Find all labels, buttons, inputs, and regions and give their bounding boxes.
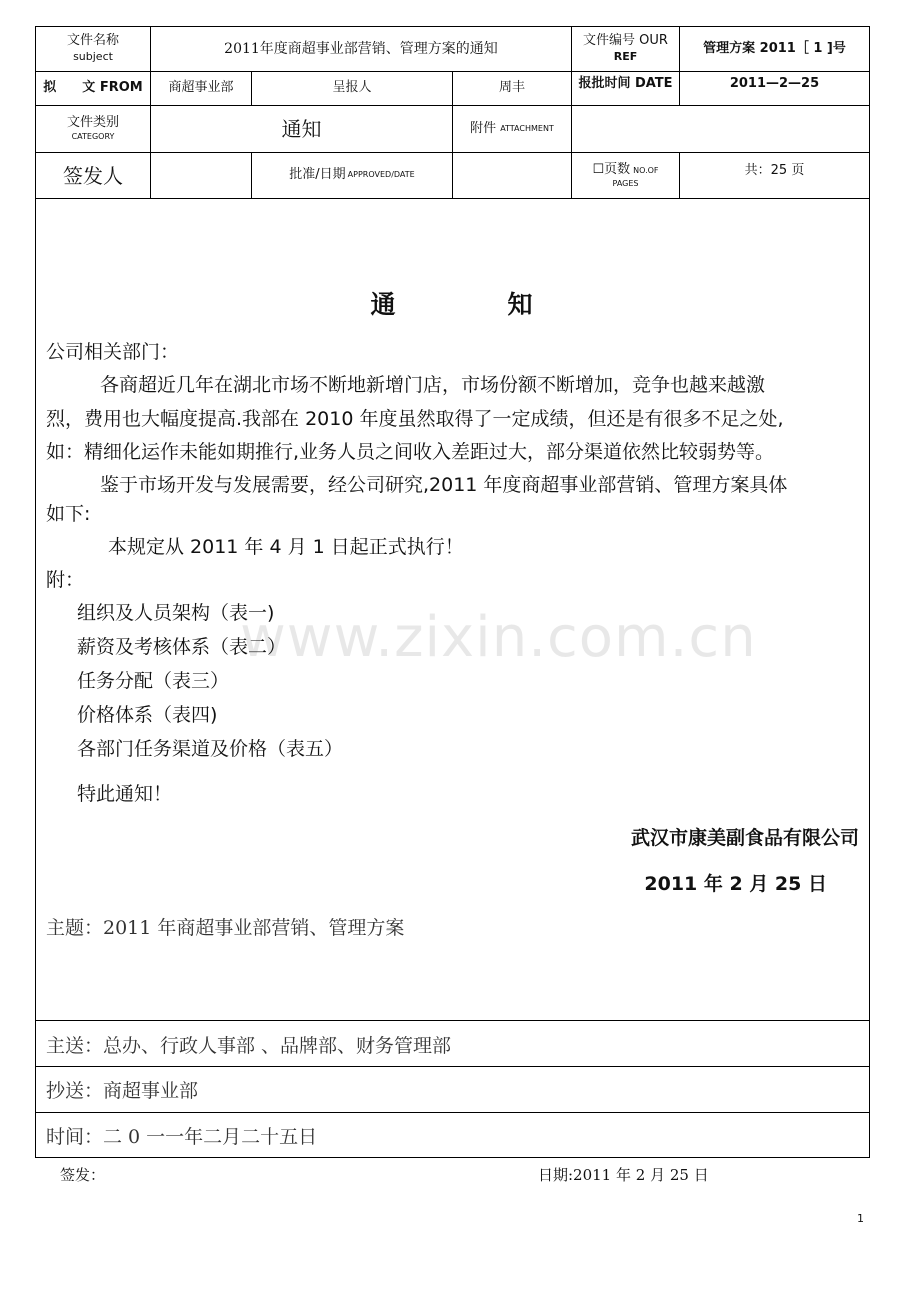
date-label-cell xyxy=(572,72,680,106)
ref-value: 管理方案 2011［ 1 ]号 xyxy=(703,40,846,56)
pages-label-en-1: NO.OF xyxy=(633,165,659,175)
approved-label-cn: 批准/日期 xyxy=(289,167,346,183)
appendix-item: 价格体系（表四) xyxy=(77,704,218,726)
notice-title-char-1: 通 xyxy=(370,290,398,319)
attachment-label-en: ATTACHMENT xyxy=(500,123,554,133)
subject-label-en: subject xyxy=(73,50,113,64)
reporter-value-cell xyxy=(453,72,572,106)
send-to: 主送：总办、行政人事部 、品牌部、财务管理部 xyxy=(46,1034,452,1057)
category-label-cell xyxy=(36,106,151,153)
para1-line2: 烈，费用也大幅度提高.我部在 2010 年度虽然取得了一定成绩，但还是有很多不足之处, xyxy=(46,408,784,430)
pages-value-cell xyxy=(680,153,869,199)
bottom-sign-label: 签发： xyxy=(60,1166,106,1184)
reporter-label-cell xyxy=(252,72,453,106)
send-to-row xyxy=(36,1022,869,1067)
time-row xyxy=(36,1113,869,1157)
attachment-label-cn: 附件 xyxy=(470,120,497,136)
category-value-cell xyxy=(151,106,453,153)
category-value: 通知 xyxy=(281,117,322,141)
subject-label-cell xyxy=(36,27,151,72)
document-frame xyxy=(35,26,870,1158)
subject-value-cell xyxy=(151,27,572,72)
pages-value: 共：25 页 xyxy=(744,163,805,178)
approved-label-cell xyxy=(252,153,453,199)
notice-title-char-2: 知 xyxy=(507,290,535,319)
effective-date-line: 本规定从 2011 年 4 月 1 日起正式执行！ xyxy=(108,536,464,558)
reporter-value: 周丰 xyxy=(498,80,525,96)
category-label-en: CATEGORY xyxy=(71,132,115,142)
pages-label-cell xyxy=(572,153,680,199)
ref-label-cell xyxy=(572,27,680,72)
approved-value-cell xyxy=(453,153,572,199)
subject-value: 2011年度商超事业部营销、管理方案的通知 xyxy=(224,40,498,57)
salutation: 公司相关部门： xyxy=(46,341,180,363)
time: 时间：二 0 一一年二月二十五日 xyxy=(46,1125,318,1148)
ref-value-cell xyxy=(680,27,869,72)
appendix-item: 各部门任务渠道及价格（表五） xyxy=(77,738,344,760)
topic-line: 主题：2011 年商超事业部营销、管理方案 xyxy=(46,917,405,939)
category-label-cn: 文件类别 xyxy=(66,115,119,131)
from-label: 拟 文 FROM xyxy=(43,80,143,96)
company-signature: 武汉市康美副食品有限公司 xyxy=(630,827,859,849)
para2-line1: 鉴于市场开发与发展需要，经公司研究,2011 年度商超事业部营销、管理方案具体 xyxy=(100,474,788,496)
signature-date: 2011 年 2 月 25 日 xyxy=(644,873,827,895)
from-value-cell xyxy=(151,72,252,106)
approved-label-en: APPROVED/DATE xyxy=(347,170,415,180)
notice-title xyxy=(36,285,869,321)
pages-label-en-2: PAGES xyxy=(612,178,639,188)
signer-label-cell xyxy=(36,153,151,199)
closing-line: 特此通知！ xyxy=(77,783,173,805)
appendix-label: 附： xyxy=(46,569,85,591)
page-number: 1 xyxy=(857,1212,864,1225)
subject-label-cn: 文件名称 xyxy=(66,33,119,49)
date-label: 报批时间 DATE xyxy=(578,76,673,91)
attachment-label-cell xyxy=(453,106,572,153)
appendix-item: 任务分配（表三） xyxy=(77,670,230,692)
ref-label-en: REF xyxy=(613,50,638,64)
bottom-date: 日期:2011 年 2 月 25 日 xyxy=(538,1166,709,1184)
appendix-item: 薪资及考核体系（表二） xyxy=(77,636,287,658)
pages-label-cn: ☐页数 xyxy=(592,161,631,177)
from-label-cell xyxy=(36,72,151,106)
date-value-cell xyxy=(680,72,869,106)
appendix-item: 组织及人员架构（表一) xyxy=(77,602,275,624)
ref-label-cn: 文件编号 OUR xyxy=(583,33,668,49)
para1-line3: 如：精细化运作未能如期推行,业务人员之间收入差距过大，部分渠道依然比较弱势等。 xyxy=(46,441,775,463)
attachment-value-cell xyxy=(572,106,869,153)
reporter-label: 呈报人 xyxy=(332,80,372,96)
cc: 抄送：商超事业部 xyxy=(46,1080,199,1102)
date-value: 2011—2—25 xyxy=(729,76,820,91)
para2-line2: 如下: xyxy=(46,503,91,525)
cc-row xyxy=(36,1067,869,1113)
from-value: 商超事业部 xyxy=(168,80,234,96)
signer-value-cell xyxy=(151,153,252,199)
para1-line1: 各商超近几年在湖北市场不断地新增门店，市场份额不断增加，竞争也越来越激 xyxy=(100,374,766,396)
signer-label: 签发人 xyxy=(63,163,123,188)
watermark: www.zixin.com.cn xyxy=(240,605,757,670)
